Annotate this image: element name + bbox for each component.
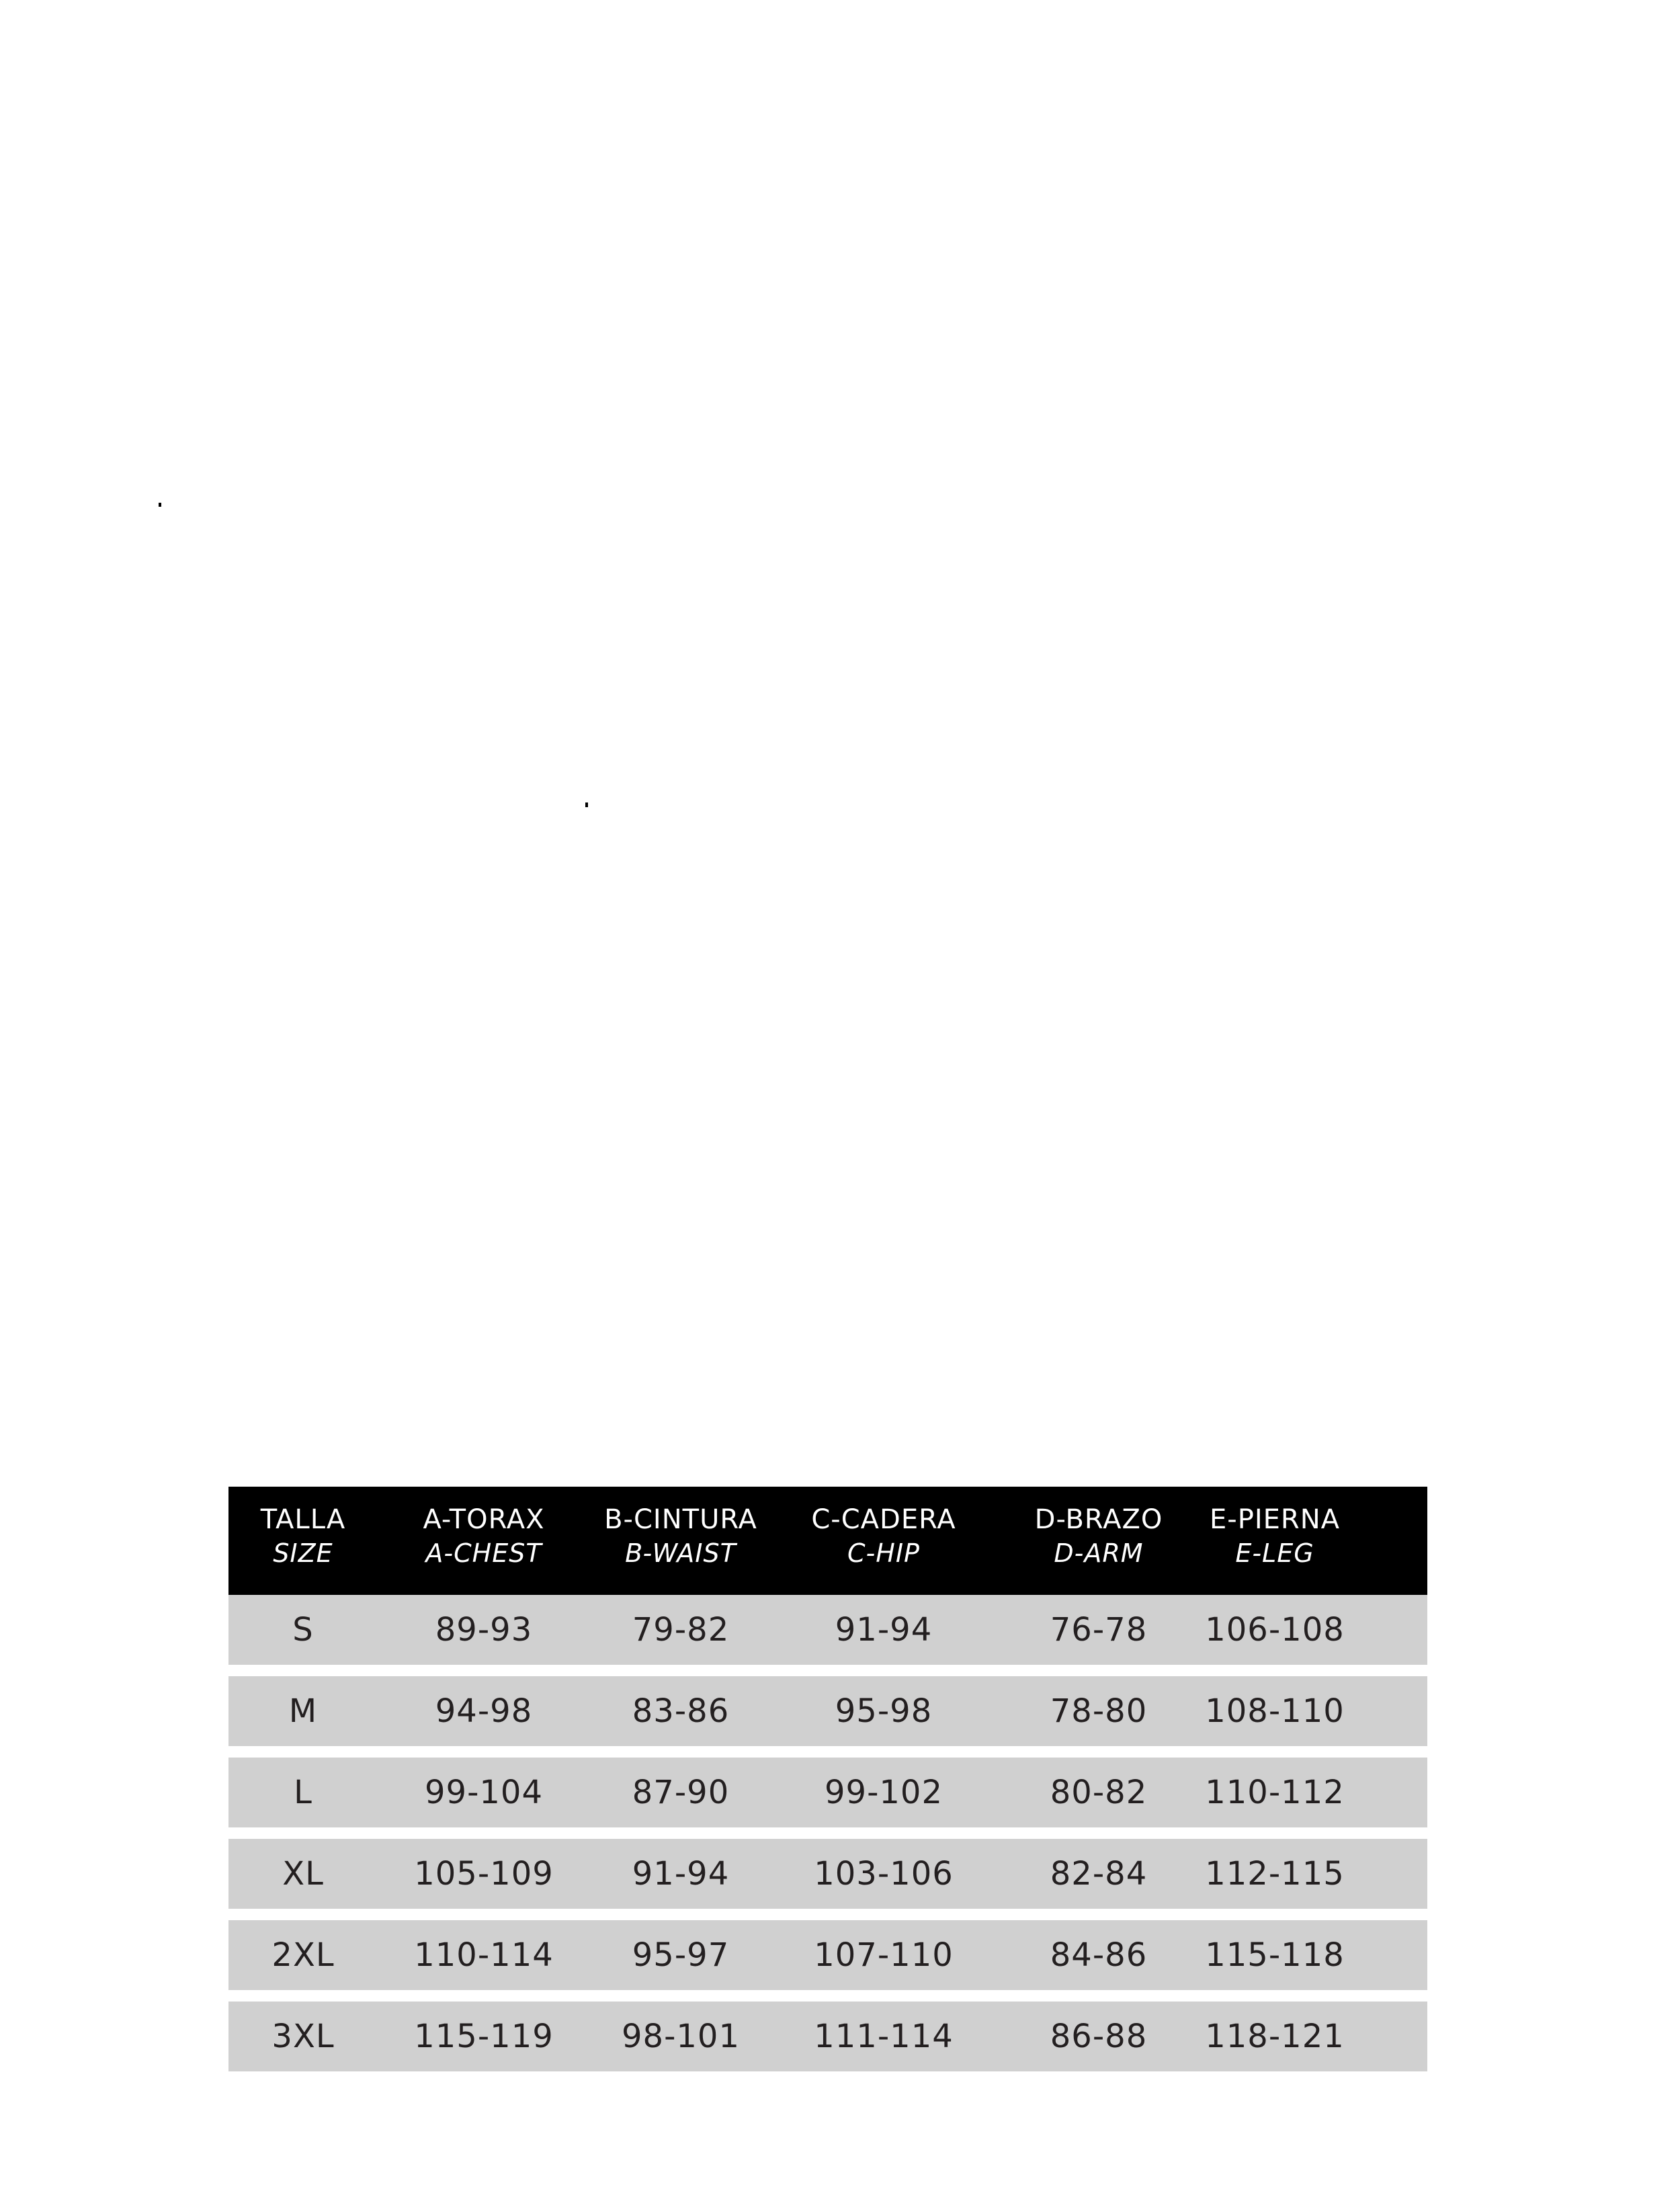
- chest-cell: 99-104: [424, 1774, 543, 1811]
- arm-cell: 86-88: [1050, 2018, 1148, 2055]
- waist-cell: 95-97: [632, 1936, 730, 1974]
- leg-cell: 118-121: [1205, 2018, 1345, 2055]
- size-cell: 2XL: [271, 1936, 335, 1974]
- size-cell: M: [288, 1692, 318, 1730]
- header-label-en: C-HIP: [847, 1538, 920, 1568]
- chest-cell: 105-109: [414, 1855, 554, 1893]
- size-cell: 3XL: [271, 2018, 335, 2055]
- arm-cell: 76-78: [1050, 1611, 1148, 1649]
- size-cell: L: [294, 1774, 312, 1811]
- size-cell: S: [292, 1611, 314, 1649]
- waist-cell: 91-94: [632, 1855, 730, 1893]
- waist-cell: 98-101: [621, 2018, 740, 2055]
- chest-cell: 110-114: [414, 1936, 554, 1974]
- hip-cell: 99-102: [824, 1774, 943, 1811]
- header-label-en: A-CHEST: [425, 1538, 542, 1568]
- header-label-es: B-CINTURA: [604, 1504, 757, 1535]
- header-size: [202, 1503, 404, 1570]
- leg-cell: 106-108: [1205, 1611, 1345, 1649]
- table-row: [228, 2002, 1427, 2071]
- arm-cell: 80-82: [1050, 1774, 1148, 1811]
- arm-cell: 84-86: [1050, 1936, 1148, 1974]
- chest-cell: 115-119: [414, 2018, 554, 2055]
- header-label-es: E-PIERNA: [1210, 1504, 1340, 1535]
- leg-cell: 110-112: [1205, 1774, 1345, 1811]
- header-chest: [383, 1503, 585, 1570]
- scan-speck: [585, 802, 588, 807]
- table-row: [228, 1839, 1427, 1909]
- header-label-en: B-WAIST: [625, 1538, 737, 1568]
- arm-cell: 78-80: [1050, 1692, 1148, 1730]
- header-label-en: E-LEG: [1235, 1538, 1314, 1568]
- table-row: [228, 1676, 1427, 1746]
- table-row: [228, 1758, 1427, 1827]
- header-arm: [998, 1503, 1200, 1570]
- chest-cell: 94-98: [435, 1692, 533, 1730]
- header-label-es: TALLA: [260, 1504, 346, 1535]
- hip-cell: 95-98: [835, 1692, 933, 1730]
- leg-cell: 112-115: [1205, 1855, 1345, 1893]
- waist-cell: 83-86: [632, 1692, 730, 1730]
- chest-cell: 89-93: [435, 1611, 533, 1649]
- header-label-en: D-ARM: [1054, 1538, 1144, 1568]
- header-label-es: A-TORAX: [423, 1504, 545, 1535]
- leg-cell: 115-118: [1205, 1936, 1345, 1974]
- hip-cell: 111-114: [814, 2018, 954, 2055]
- scan-speck: [159, 503, 161, 507]
- hip-cell: 91-94: [835, 1611, 933, 1649]
- table-header-row: [228, 1487, 1427, 1595]
- arm-cell: 82-84: [1050, 1855, 1148, 1893]
- leg-cell: 108-110: [1205, 1692, 1345, 1730]
- header-label-es: D-BRAZO: [1034, 1504, 1163, 1535]
- header-label-en: SIZE: [273, 1538, 333, 1568]
- header-hip: [783, 1503, 984, 1570]
- header-leg: [1174, 1503, 1376, 1570]
- header-label-es: C-CADERA: [811, 1504, 956, 1535]
- table-row: [228, 1595, 1427, 1665]
- size-chart-table: [228, 1487, 1427, 2071]
- hip-cell: 103-106: [814, 1855, 954, 1893]
- size-cell: XL: [282, 1855, 324, 1893]
- header-waist: [580, 1503, 782, 1570]
- hip-cell: 107-110: [814, 1936, 954, 1974]
- table-row: [228, 1920, 1427, 1990]
- waist-cell: 79-82: [632, 1611, 730, 1649]
- waist-cell: 87-90: [632, 1774, 730, 1811]
